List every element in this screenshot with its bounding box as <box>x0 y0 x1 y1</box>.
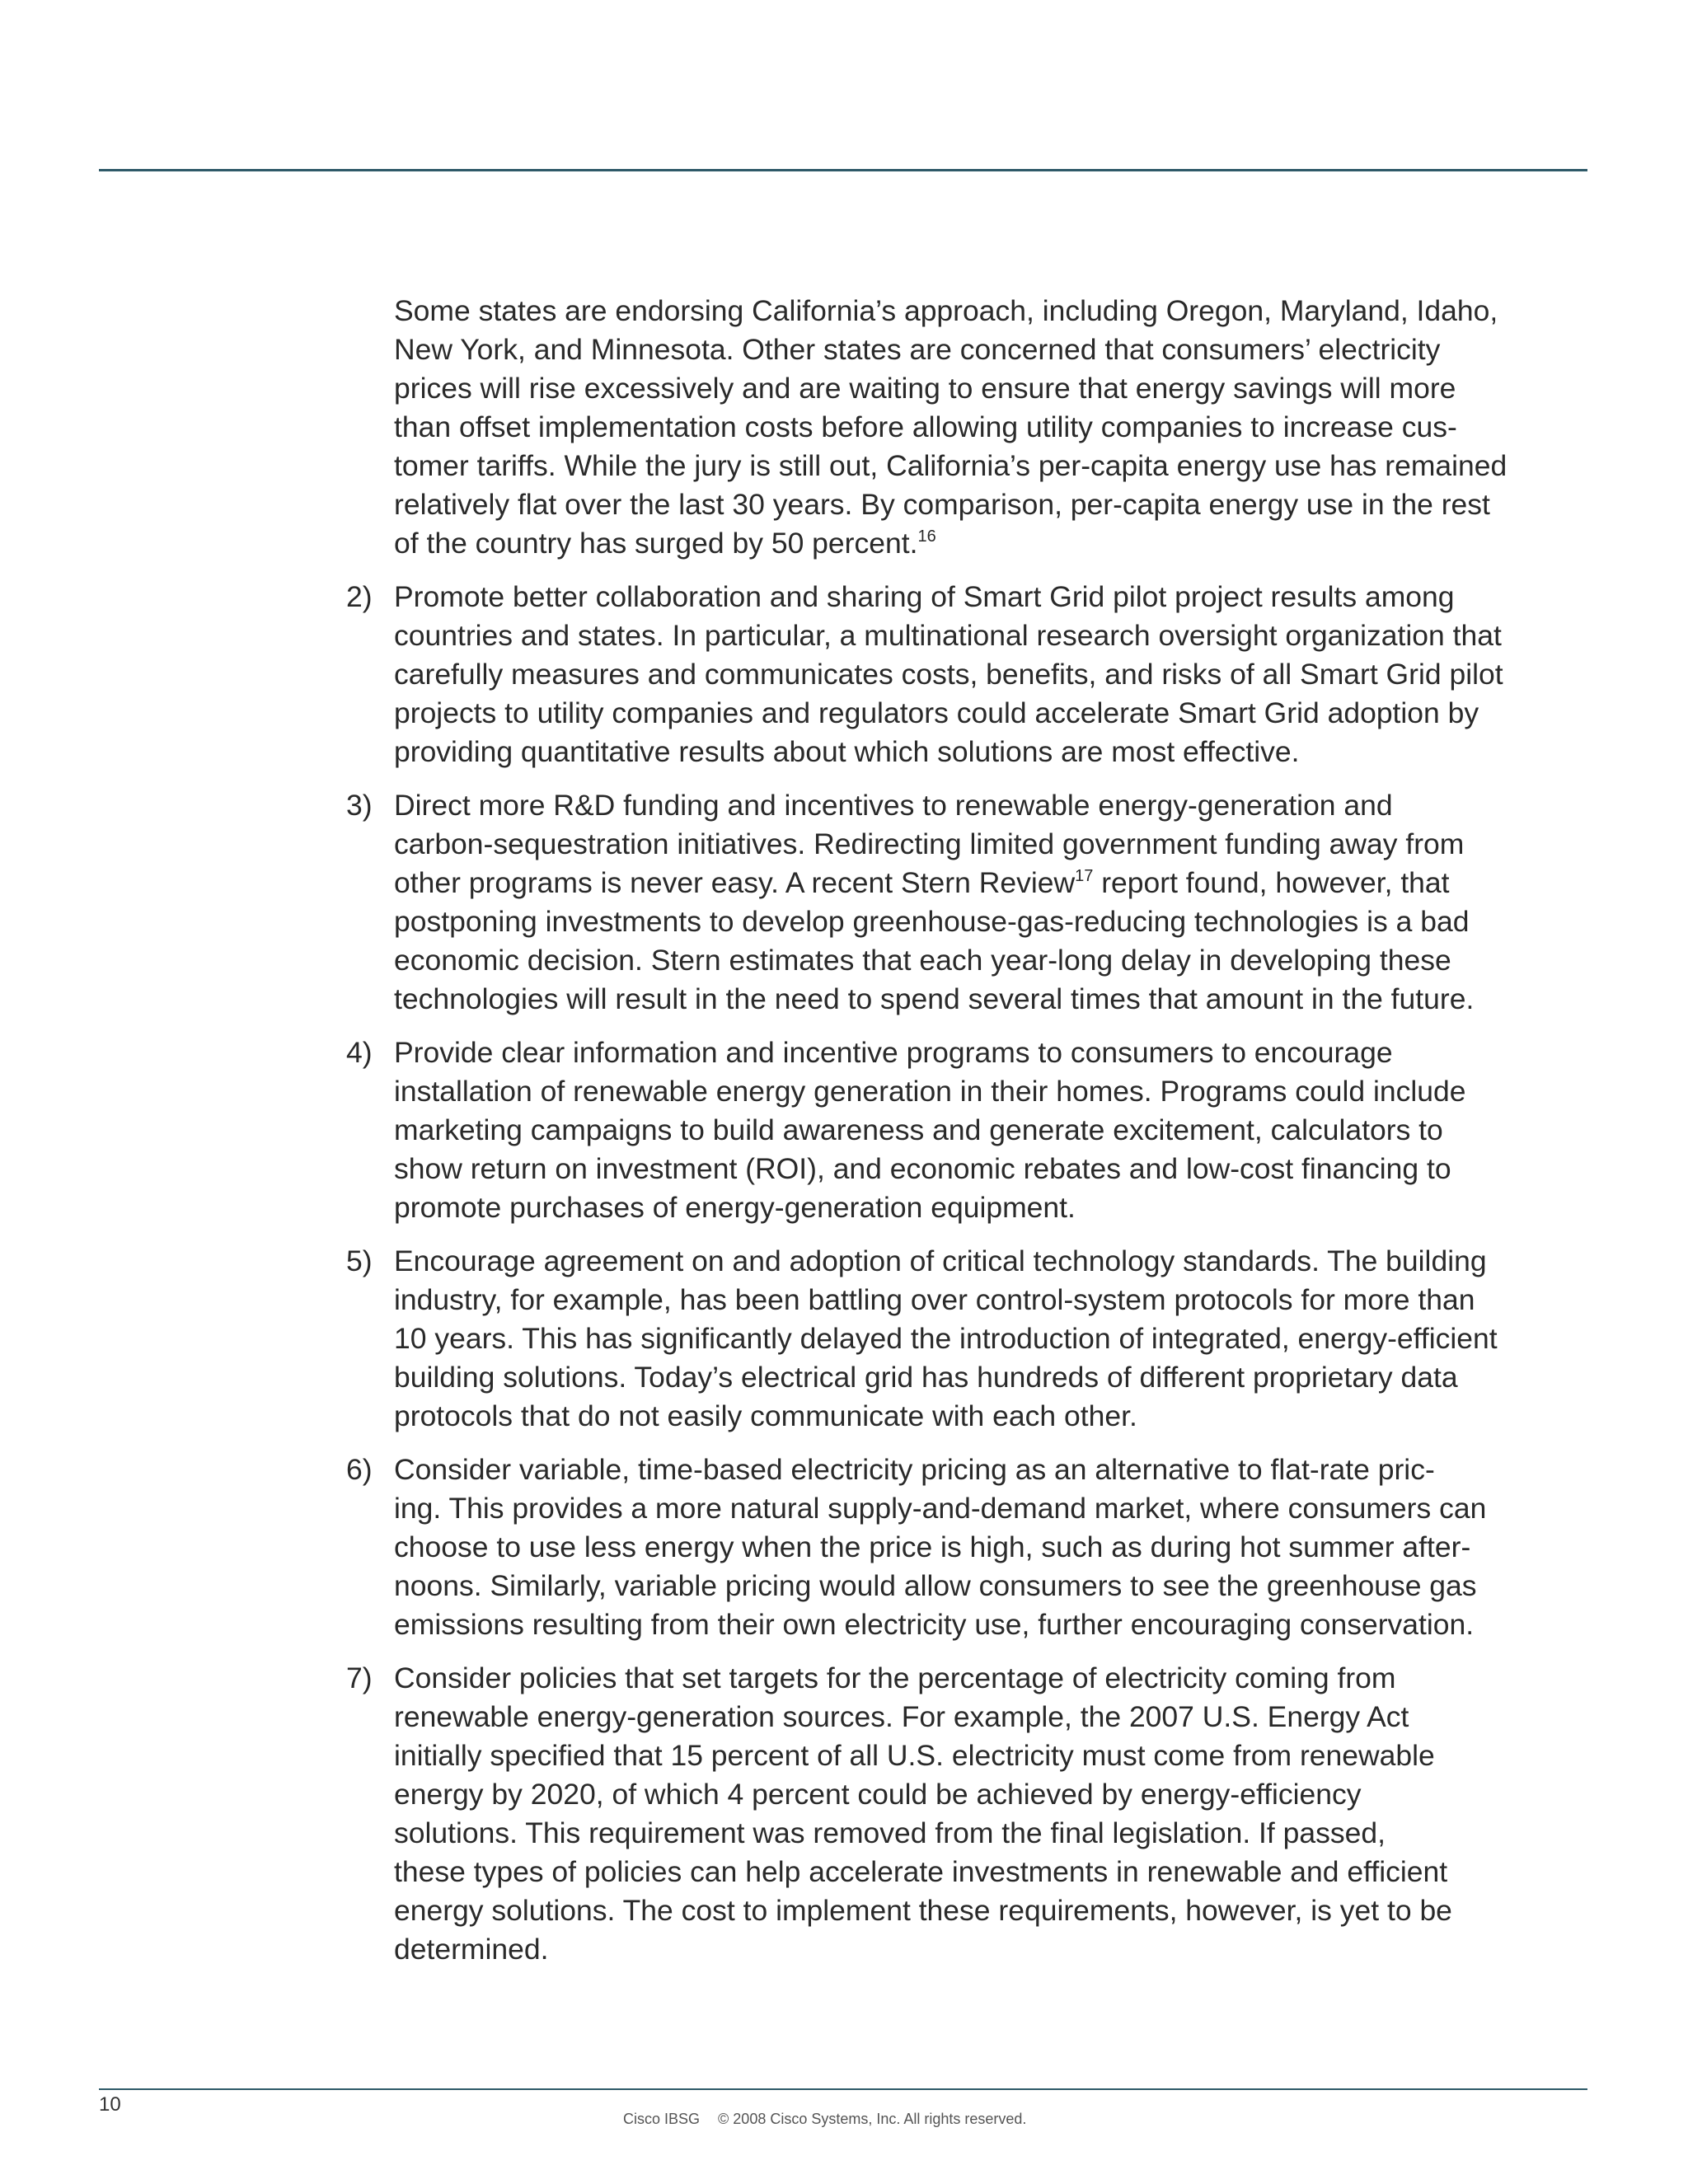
text-line: protocols that do not easily communicate with each other. <box>394 1399 1137 1432</box>
list-item <box>346 786 1550 1019</box>
text-line: than offset implementation costs before allowing utility companies to increase cus- <box>394 410 1457 443</box>
list-item-number: 7) <box>346 1661 373 1694</box>
text-line: ing. This provides a more natural supply-and-demand market, where consumers can <box>394 1492 1487 1525</box>
text-line: projects to utility companies and regulators could accelerate Smart Grid adoption by <box>394 696 1479 729</box>
text-line: Consider variable, time-based electricity pricing as an alternative to flat-rate pric- <box>394 1453 1435 1486</box>
text-line: countries and states. In particular, a multinational research oversight organization that <box>394 619 1502 652</box>
text-line: installation of renewable energy generation in their homes. Programs could include <box>394 1075 1466 1108</box>
footer-copyright: © 2008 Cisco Systems, Inc. All rights reserved. <box>718 2111 1027 2127</box>
text-fragment: other programs is never easy. A recent Stern Review <box>394 866 1076 899</box>
text-line: Consider policies that set targets for the percentage of electricity coming from <box>394 1661 1396 1694</box>
text-fragment: report found, however, that <box>1093 866 1450 899</box>
footer-organization: Cisco IBSG <box>623 2111 701 2127</box>
text-line: building solutions. Today’s electrical grid has hundreds of different proprietary data <box>394 1361 1458 1394</box>
text-line: New York, and Minnesota. Other states are concerned that consumers’ electricity <box>394 333 1441 366</box>
list-item <box>346 1451 1550 1644</box>
page-number: 10 <box>99 2093 121 2116</box>
header-rule <box>99 169 1587 171</box>
text-line: renewable energy-generation sources. For example, the 2007 U.S. Energy Act <box>394 1700 1409 1733</box>
text-line: energy solutions. The cost to implement these requirements, however, is yet to be <box>394 1894 1452 1927</box>
text-line: choose to use less energy when the price is high, such as during hot summer after- <box>394 1530 1471 1563</box>
footnote-ref: 17 <box>1075 867 1094 885</box>
text-line: emissions resulting from their own electricity use, further encouraging conservation. <box>394 1608 1475 1641</box>
text-line: postponing investments to develop greenhouse-gas-reducing technologies is a bad <box>394 905 1470 938</box>
list-item-number: 2) <box>346 580 373 613</box>
text-line: economic decision. Stern estimates that each year-long delay in developing these <box>394 944 1451 977</box>
text-line: providing quantitative results about which solutions are most effective. <box>394 735 1300 768</box>
body-content <box>346 292 1550 1984</box>
intro-paragraph <box>394 292 1550 563</box>
footer-rule <box>99 2088 1587 2090</box>
text-line: Direct more R&D funding and incentives to renewable energy-generation and <box>394 789 1393 822</box>
footer-credits <box>623 2111 1026 2128</box>
text-line: 10 years. This has significantly delayed the introduction of integrated, energy-efficient <box>394 1322 1498 1355</box>
text-line: determined. <box>394 1933 549 1966</box>
text-line: Encourage agreement on and adoption of critical technology standards. The building <box>394 1244 1487 1277</box>
list-item-number: 5) <box>346 1244 373 1277</box>
text-line: solutions. This requirement was removed from the final legislation. If passed, <box>394 1816 1386 1849</box>
text-line: energy by 2020, of which 4 percent could be achieved by energy-efficiency <box>394 1778 1362 1811</box>
text-line <box>394 524 1550 563</box>
text-line: Promote better collaboration and sharing of Smart Grid pilot project results among <box>394 580 1455 613</box>
list-item-number: 6) <box>346 1453 373 1486</box>
text-line: initially specified that 15 percent of all U.S. electricity must come from renewable <box>394 1739 1435 1772</box>
list-item <box>346 578 1550 771</box>
list-item-text <box>394 1659 1550 1969</box>
list-item <box>346 1033 1550 1227</box>
text-line: marketing campaigns to build awareness and generate excitement, calculators to <box>394 1113 1443 1146</box>
text-line: Some states are endorsing California’s approach, including Oregon, Maryland, Idaho, <box>394 294 1498 327</box>
text-line: Provide clear information and incentive programs to consumers to encourage <box>394 1036 1393 1069</box>
text-line: tomer tariffs. While the jury is still out, California’s per-capita energy use has remained <box>394 449 1507 482</box>
text-line: prices will rise excessively and are waiting to ensure that energy savings will more <box>394 372 1456 405</box>
list-item <box>346 1242 1550 1436</box>
list-item-text <box>394 786 1550 1019</box>
text-line <box>394 864 1550 902</box>
list-item <box>346 1659 1550 1969</box>
list-item-text <box>394 1033 1550 1227</box>
text-line: show return on investment (ROI), and economic rebates and low-cost financing to <box>394 1152 1451 1185</box>
text-line: relatively flat over the last 30 years. By comparison, per-capita energy use in the rest <box>394 488 1490 521</box>
footnote-ref: 16 <box>917 527 936 546</box>
text-line: industry, for example, has been battling over control-system protocols for more than <box>394 1283 1475 1316</box>
list-item-text <box>394 1242 1550 1436</box>
text-line: carefully measures and communicates costs, benefits, and risks of all Smart Grid pilot <box>394 658 1503 691</box>
text-line: promote purchases of energy-generation equipment. <box>394 1191 1076 1224</box>
list-item-number: 3) <box>346 789 373 822</box>
text-fragment: of the country has surged by 50 percent. <box>394 527 918 560</box>
text-line: technologies will result in the need to spend several times that amount in the future. <box>394 982 1475 1015</box>
list-item-text <box>394 1451 1550 1644</box>
text-line: these types of policies can help accelerate investments in renewable and efficient <box>394 1855 1448 1888</box>
list-item-number: 4) <box>346 1036 373 1069</box>
text-line: noons. Similarly, variable pricing would allow consumers to see the greenhouse gas <box>394 1569 1477 1602</box>
text-line: carbon-sequestration initiatives. Redirecting limited government funding away from <box>394 827 1465 860</box>
list-item-text <box>394 578 1550 771</box>
